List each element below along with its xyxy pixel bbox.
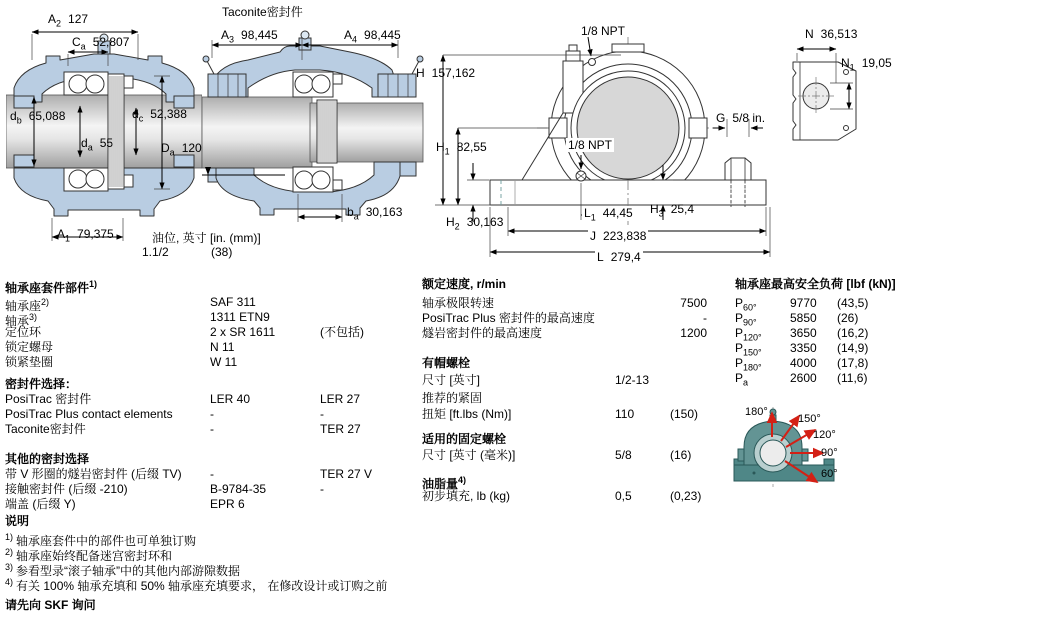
note-3: $^{3)}$ 参看型录“滚子轴承”中的其他内部游隙数据 (5, 562, 241, 578)
angle-label-150: 150° (798, 413, 821, 425)
seal-select-header: 密封件选择： (5, 377, 78, 391)
dim-A2: $A_2$ 127 (48, 12, 89, 29)
speeds-header: 额定速度, r/min (422, 277, 507, 291)
note-4: $^{4)}$ 有关 100% 轴承充填和 50% 轴承座充填要求， 在修改设计或订购之前 (5, 577, 388, 593)
oil-level-value-mm: (38) (211, 245, 233, 259)
row-lock-nut: 锁定螺母 N 11 (5, 340, 235, 354)
row-attachment-bolt-size: 尺寸 [英寸 (毫米)] 5/8 (16) (422, 448, 692, 462)
dim-N1: $N_1$ 19,05 (841, 56, 892, 73)
dim-N: N 36,513 (805, 27, 858, 41)
row-locating-ring: 定位环 2 x SR 1611 (不包括) (5, 325, 364, 339)
row-p120: $P_{120^\circ}$ 3650 (16,2) (735, 326, 869, 343)
loads-table (735, 277, 915, 392)
row-p150: $P_{150^\circ}$ 3350 (14,9) (735, 341, 869, 358)
parts-header: 轴承座套件部件$^{1)}$ (5, 279, 98, 295)
row-taconite-speed: 燧岩密封件的最高速度 1200 (422, 326, 707, 340)
row-p90: $P_{90^\circ}$ 5850 (26) (735, 311, 859, 328)
note-2: $^{2)}$ 轴承座始终配备迷宫密封环和 (5, 547, 173, 563)
row-pa: $P_a$ 2600 (11,6) (735, 371, 868, 388)
row-initial-fill: 初步填充, lb (kg) 0,5 (0,23) (422, 489, 702, 503)
row-end-cover: 端盖 (后缀 Y) EPR 6 (5, 497, 245, 511)
footnotes (5, 514, 525, 614)
row-contact-seal: 接触密封件 (后缀 -210) B-9784-35 - (5, 482, 324, 496)
parts-table (5, 277, 373, 517)
dim-L1: $L_1$ 44,45 (584, 206, 633, 223)
row-taconite-v-seal: 带 V 形圈的燧岩密封件 (后缀 TV) - TER 27 V (5, 467, 373, 481)
note-1: $^{1)}$ 轴承座套件中的部件也可单独订购 (5, 532, 197, 548)
dim-H2: $H_2$ 30,163 (446, 215, 504, 232)
dim-H3: $H_3$ 25,4 (650, 202, 695, 219)
cap-bolts-header: 有帽螺栓 (422, 356, 471, 370)
notes-title: 说明 (5, 514, 30, 528)
dim-Ca: $C_a$ 52,807 (72, 35, 130, 52)
grease-header: 油脂量$^{4)}$ (422, 475, 467, 491)
npt-top-label: 1/8 NPT (581, 24, 626, 38)
dim-G: G 5/8 in. (716, 111, 766, 125)
row-recommended-tightening: 推荐的紧固 (422, 391, 483, 405)
dim-da: $d_a$ 55 (81, 136, 114, 153)
taconite-seal-title: Taconite密封件 (222, 5, 303, 19)
oil-level-label: 油位, 英寸 [in. (mm)] (152, 231, 261, 245)
end-plate-view-drawing (790, 25, 868, 147)
notes-footer: 请先向 SKF 询问 (5, 598, 96, 612)
dim-J: J 223,838 (590, 229, 647, 243)
oil-level-value: 1.1/2 (142, 245, 169, 259)
dim-dc: $d_c$ 52,388 (132, 107, 187, 124)
angle-label-180: 180° (745, 406, 768, 418)
row-bearing: 轴承$^{3)}$ 1311 ETN9 (5, 310, 270, 328)
attachment-bolts-header: 适用的固定螺栓 (422, 432, 507, 446)
row-bearing-speed-limit: 轴承极限转速 7500 (422, 296, 707, 310)
row-positrac-seal: PosiTrac 密封件 LER 40 LER 27 (5, 392, 361, 406)
angle-label-60: 60° (821, 468, 838, 480)
speeds-table (422, 277, 722, 512)
row-taconite-seal: Taconite密封件 - TER 27 (5, 422, 361, 436)
row-torque: 扭矩 [ft.lbs (Nm)] 110 (150) (422, 407, 699, 421)
row-p180: $P_{180^\circ}$ 4000 (17,8) (735, 356, 869, 373)
row-p60: $P_{60^\circ}$ 9770 (43,5) (735, 296, 869, 313)
angle-label-90: 90° (821, 447, 838, 459)
row-cap-bolt-size: 尺寸 [英寸] 1/2-13 (422, 373, 650, 387)
dim-ba: $b_a$ 30,163 (347, 205, 403, 222)
dim-A4: $A_4$ 98,445 (344, 28, 401, 45)
other-seals-header: 其他的密封选择 (5, 452, 90, 466)
row-positrac-plus-speed: PosiTrac Plus 密封件的最高速度 - (422, 311, 707, 325)
dim-H: H 157,162 (416, 66, 476, 80)
angle-label-120: 120° (813, 429, 836, 441)
dim-A3: $A_3$ 98,445 (221, 28, 278, 45)
loads-header: 轴承座最高安全负荷 [lbf (kN)] (735, 277, 896, 291)
dim-db: $d_b$ 65,088 (10, 109, 66, 126)
row-housing: 轴承座$^{2)}$ SAF 311 (5, 295, 256, 313)
row-lock-washer: 锁紧垫圈 W 11 (5, 355, 238, 369)
row-positrac-plus: PosiTrac Plus contact elements - - (5, 407, 324, 421)
dim-L: L 279,4 (597, 250, 641, 264)
dim-H1: $H_1$ 82,55 (436, 140, 487, 157)
dim-Da: $D_a$ 120 (161, 141, 202, 158)
npt-side-label: 1/8 NPT (568, 138, 613, 152)
dim-A1: $A_1$ 79,375 (57, 227, 114, 244)
